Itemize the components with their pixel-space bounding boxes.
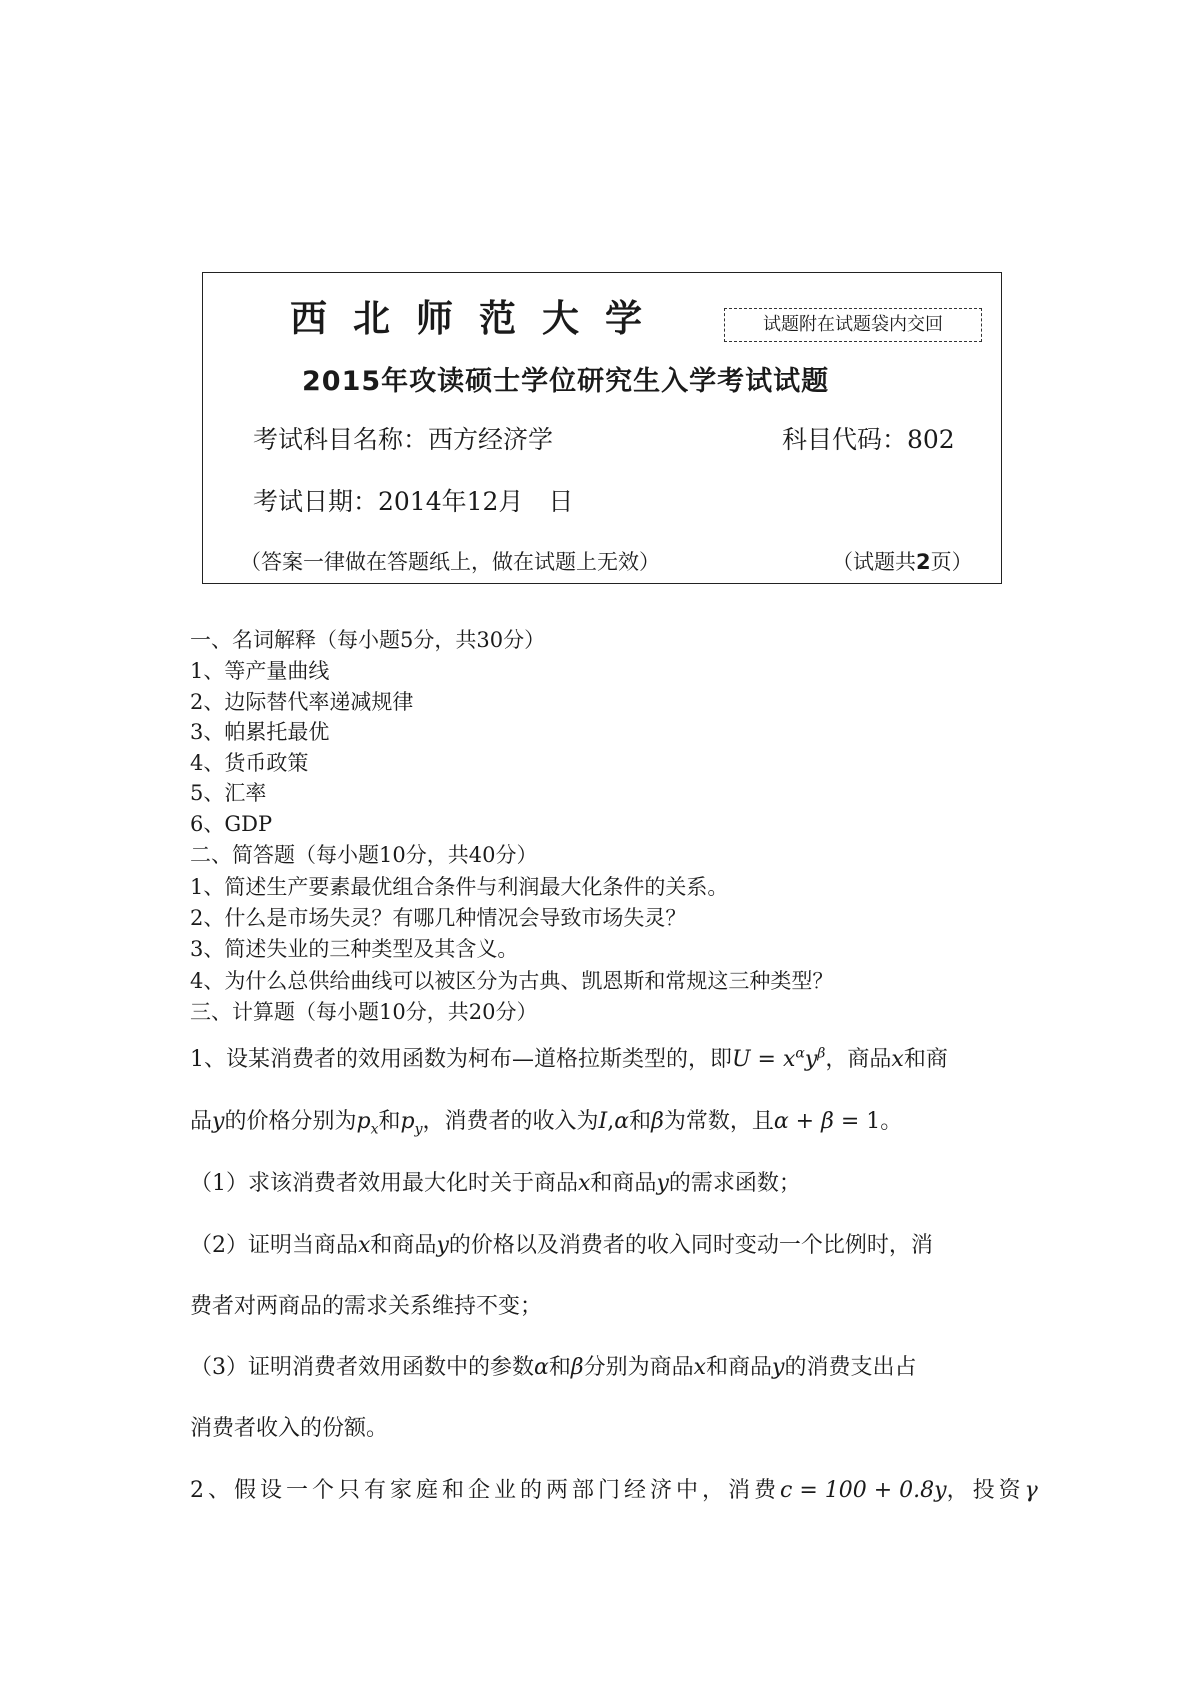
calc-q1-sub3: （3）证明消费者效用函数中的参数α和β分别为商品x和商品y的消费支出占: [190, 1355, 917, 1380]
calc-q2-line1: 2、假设一个只有家庭和企业的两部门经济中，消费c = 100 + 0.8y，投资γ: [190, 1478, 1042, 1503]
subject-name: 考试科目名称：西方经济学: [253, 425, 554, 454]
calc-q1-sub2: （2）证明当商品x和商品y的价格以及消费者的收入同时变动一个比例时，消: [190, 1233, 933, 1258]
section-2-heading: 二、简答题（每小题10分，共40分）: [190, 843, 538, 867]
exam-date: 考试日期：2014年12月 日: [253, 487, 574, 516]
subject-code: 科目代码：802: [782, 425, 955, 454]
list-item: 2、边际替代率递减规律: [190, 690, 414, 714]
list-item: 5、汇率: [190, 781, 267, 805]
list-item: 1、等产量曲线: [190, 659, 330, 683]
answer-note: （答案一律做在答题纸上，做在试题上无效）: [240, 550, 660, 574]
list-item: 2、什么是市场失灵？有哪几种情况会导致市场失灵？: [190, 906, 687, 930]
calc-q1-sub3-cont: 消费者收入的份额。: [190, 1416, 389, 1441]
section-1-heading: 一、名词解释（每小题5分，共30分）: [190, 628, 546, 652]
university-name: 西北师范大学: [290, 297, 668, 340]
list-item: 3、简述失业的三种类型及其含义。: [190, 937, 519, 961]
list-item: 1、简述生产要素最优组合条件与利润最大化条件的关系。: [190, 875, 729, 899]
calc-q1-line1: 1、设某消费者的效用函数为柯布—道格拉斯类型的，即$U = x^\alpha y^\beta$，商品x和商: [190, 1045, 948, 1072]
list-item: 3、帕累托最优: [190, 720, 330, 744]
calc-q1-sub1: （1）求该消费者效用最大化时关于商品x和商品y的需求函数；: [190, 1171, 801, 1196]
list-item: 4、为什么总供给曲线可以被区分为古典、凯恩斯和常规这三种类型？: [190, 969, 834, 993]
list-item: 4、货币政策: [190, 751, 309, 775]
page-count: （试题共2页）: [832, 550, 973, 574]
return-notice: 试题附在试题袋内交回: [724, 308, 982, 342]
calc-q1-sub2-cont: 费者对两商品的需求关系维持不变；: [190, 1294, 543, 1319]
calc-q1-line2: 品y的价格分别为$p_x$和$p_y$，消费者的收入为I,α和β为常数，且α + β = 1。: [190, 1109, 903, 1138]
section-3-heading: 三、计算题（每小题10分，共20分）: [190, 1000, 538, 1024]
exam-title: 2015年攻读硕士学位研究生入学考试试题: [302, 366, 830, 397]
list-item: 6、GDP: [190, 812, 273, 836]
